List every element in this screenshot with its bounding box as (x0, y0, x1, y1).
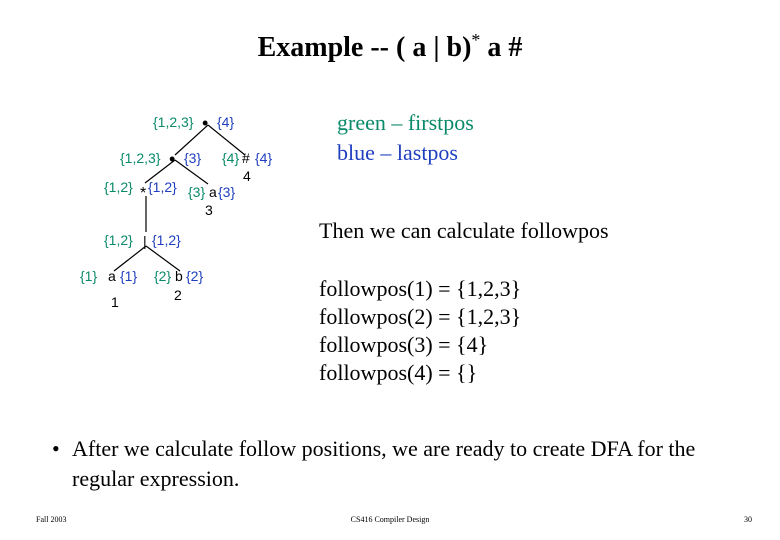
node-or-firstpos: {1,2} (104, 232, 133, 248)
node-a1-symbol: a (108, 268, 116, 284)
node-b2-symbol: b (175, 268, 183, 284)
node-a3-symbol: a (209, 184, 217, 200)
node-hash-symbol: # (242, 150, 250, 166)
bullet-dot-icon: • (52, 436, 60, 461)
footer-date: Fall 2003 (36, 515, 67, 524)
node-b2-firstpos: {2} (154, 268, 172, 284)
node-hash-firstpos: {4} (222, 150, 240, 166)
followpos-2: followpos(2) = {1,2,3} (319, 304, 522, 329)
node-top-firstpos: {1,2,3} (153, 114, 194, 130)
footer-course: CS416 Compiler Design (350, 515, 430, 524)
node-a3-position: 3 (205, 202, 213, 218)
bullet-point (52, 434, 732, 494)
title-main: Example -- ( a | b) (257, 32, 472, 63)
node-b2-lastpos: {2} (186, 268, 204, 284)
node-a1-firstpos: {1} (80, 268, 98, 284)
followpos-4: followpos(4) = {} (319, 360, 478, 385)
title-star: * (471, 30, 481, 50)
node-star-firstpos: {1,2} (104, 179, 133, 195)
calc-followpos-text: Then we can calculate followpos (319, 218, 609, 243)
legend-lastpos: blue – lastpos (337, 140, 458, 165)
node-or-op: | (143, 233, 147, 249)
node-top-op: • (202, 113, 209, 133)
followpos-3: followpos(3) = {4} (319, 332, 489, 357)
node-mid-lastpos: {3} (184, 150, 202, 166)
node-a1-position: 1 (111, 294, 119, 310)
followpos-1: followpos(1) = {1,2,3} (319, 276, 522, 301)
node-a3-lastpos: {3} (218, 184, 236, 200)
node-a1-lastpos: {1} (120, 268, 138, 284)
bullet-text: After we calculate follow positions, we are ready to create DFA for the regular expression. (72, 436, 696, 491)
node-hash-lastpos: {4} (255, 150, 273, 166)
node-mid-op: • (169, 149, 176, 169)
title-rest: a # (487, 32, 523, 63)
node-hash-position: 4 (243, 168, 251, 184)
node-star-op: * (140, 185, 147, 202)
footer-page-number: 30 (744, 515, 752, 524)
legend-firstpos: green – firstpos (337, 110, 474, 135)
node-or-lastpos: {1,2} (152, 232, 181, 248)
node-a3-firstpos: {3} (188, 184, 206, 200)
node-star-lastpos: {1,2} (148, 179, 177, 195)
node-b2-position: 2 (174, 287, 182, 303)
node-top-lastpos: {4} (217, 114, 235, 130)
node-mid-firstpos: {1,2,3} (120, 150, 161, 166)
